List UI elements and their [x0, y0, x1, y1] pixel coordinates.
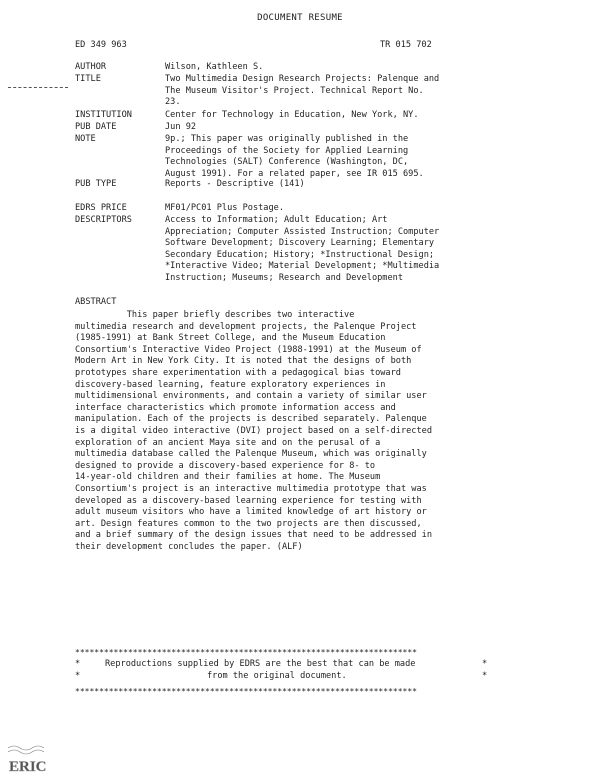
- field-label: INSTITUTION: [75, 110, 132, 120]
- field-value-line: Wilson, Kathleen S.: [165, 62, 264, 72]
- field-value-line: Jun 92: [165, 122, 197, 132]
- field-value-line: Two Multimedia Design Research Projects: Palenque and: [165, 74, 440, 84]
- star-border-bottom: ***********************************************************************: [75, 687, 417, 696]
- abstract-line: is a digital video interactive (DVI) project based on a self-directed: [75, 425, 432, 436]
- reproduction-note-line1: Reproductions supplied by EDRS are the best that can be made: [105, 659, 416, 669]
- abstract-line: designed to provide a discovery-based experience for 8- to: [75, 460, 376, 471]
- field-label: NOTE: [75, 134, 96, 144]
- abstract-label: ABSTRACT: [75, 297, 117, 307]
- abstract-line: their development concludes the paper. (ALF): [75, 541, 303, 552]
- abstract-line: multimedia research and development projects, the Palenque Project: [75, 321, 417, 332]
- star-border-right: *: [482, 659, 488, 669]
- field-value-line: Software Development; Discovery Learning; Elementary: [165, 238, 435, 249]
- field-label: EDRS PRICE: [75, 203, 127, 213]
- document-title: DOCUMENT RESUME: [257, 13, 343, 23]
- abstract-line: 14-year-old children and their families at home. The Museum: [75, 472, 381, 483]
- field-value-line: Proceedings of the Society for Applied Learning: [165, 145, 409, 156]
- field-value-line: Appreciation; Computer Assisted Instruction; Computer: [165, 226, 440, 237]
- abstract-line: multimedia database called the Palenque Museum, which was originally: [75, 449, 427, 460]
- abstract-line: exploration of an ancient Maya site and on the perusal of a: [75, 437, 381, 448]
- abstract-line: This paper briefly describes two interactive: [75, 310, 355, 320]
- field-value-line: Center for Technology in Education, New York, NY.: [165, 110, 419, 120]
- eric-logo: [5, 738, 51, 778]
- field-value-line: 23.: [165, 97, 181, 108]
- abstract-line: manipulation. Each of the projects is described separately. Palenque: [75, 414, 427, 425]
- field-value-line: Reports - Descriptive (141): [165, 179, 305, 189]
- abstract-line: discovery-based learning, feature exploratory experiences in: [75, 379, 386, 390]
- field-value-line: 9p.; This paper was originally published in the: [165, 134, 409, 144]
- tr-number: TR 015 702: [380, 40, 432, 50]
- star-border-right: *: [482, 671, 488, 681]
- field-value-line: Access to Information; Adult Education; Art: [165, 215, 388, 225]
- field-label: PUB TYPE: [75, 179, 117, 189]
- field-value-line: August 1991). For a related paper, see IR 015 695.: [165, 168, 424, 179]
- abstract-line: multidimensional environments, and contain a variety of similar user: [75, 391, 427, 402]
- field-label: DESCRIPTORS: [75, 215, 132, 225]
- field-label: AUTHOR: [75, 62, 107, 72]
- field-value-line: Technologies (SALT) Conference (Washington, DC,: [165, 157, 409, 168]
- field-label: TITLE: [75, 74, 101, 84]
- star-border-top: ***********************************************************************: [75, 648, 417, 657]
- abstract-line: Consortium's project is an interactive multimedia prototype that was: [75, 483, 427, 494]
- ed-number: ED 349 963: [75, 40, 127, 50]
- abstract-line: interface characteristics which promote information access and: [75, 402, 396, 413]
- abstract-line: prototypes share experimentation with a pedagogical bias toward: [75, 367, 401, 378]
- reproduction-note-line2: from the original document.: [207, 671, 347, 681]
- field-value-line: *Interactive Video; Material Development; *Multimedia: [165, 261, 440, 272]
- field-label: PUB DATE: [75, 122, 117, 132]
- field-value-line: MF01/PC01 Plus Postage.: [165, 203, 284, 213]
- field-value-line: Instruction; Museums; Research and Development: [165, 273, 403, 283]
- star-border-left: *: [75, 671, 81, 681]
- abstract-line: art. Design features common to the two projects are then discussed,: [75, 518, 422, 529]
- abstract-line: Consortium's Interactive Video Project (1988-1991) at the Museum of: [75, 344, 422, 355]
- eric-logo-text: ERIC: [9, 759, 47, 775]
- abstract-line: adult museum visitors who have a limited knowledge of art history or: [75, 507, 427, 518]
- title-marker-line: [8, 87, 68, 88]
- abstract-body: [75, 310, 432, 553]
- abstract-line: and a brief summary of the design issues that need to be addressed in: [75, 530, 432, 541]
- abstract-line: Modern Art in New York City. It is noted that the designs of both: [75, 356, 412, 367]
- abstract-line: (1985-1991) at Bank Street College, and the Museum Education: [75, 333, 386, 344]
- field-value-line: Secondary Education; History; *Instructional Design;: [165, 249, 435, 260]
- star-border-left: *: [75, 659, 81, 669]
- abstract-line: developed as a discovery-based learning experience for testing with: [75, 495, 422, 506]
- field-value-line: The Museum Visitor's Project. Technical Report No.: [165, 85, 424, 96]
